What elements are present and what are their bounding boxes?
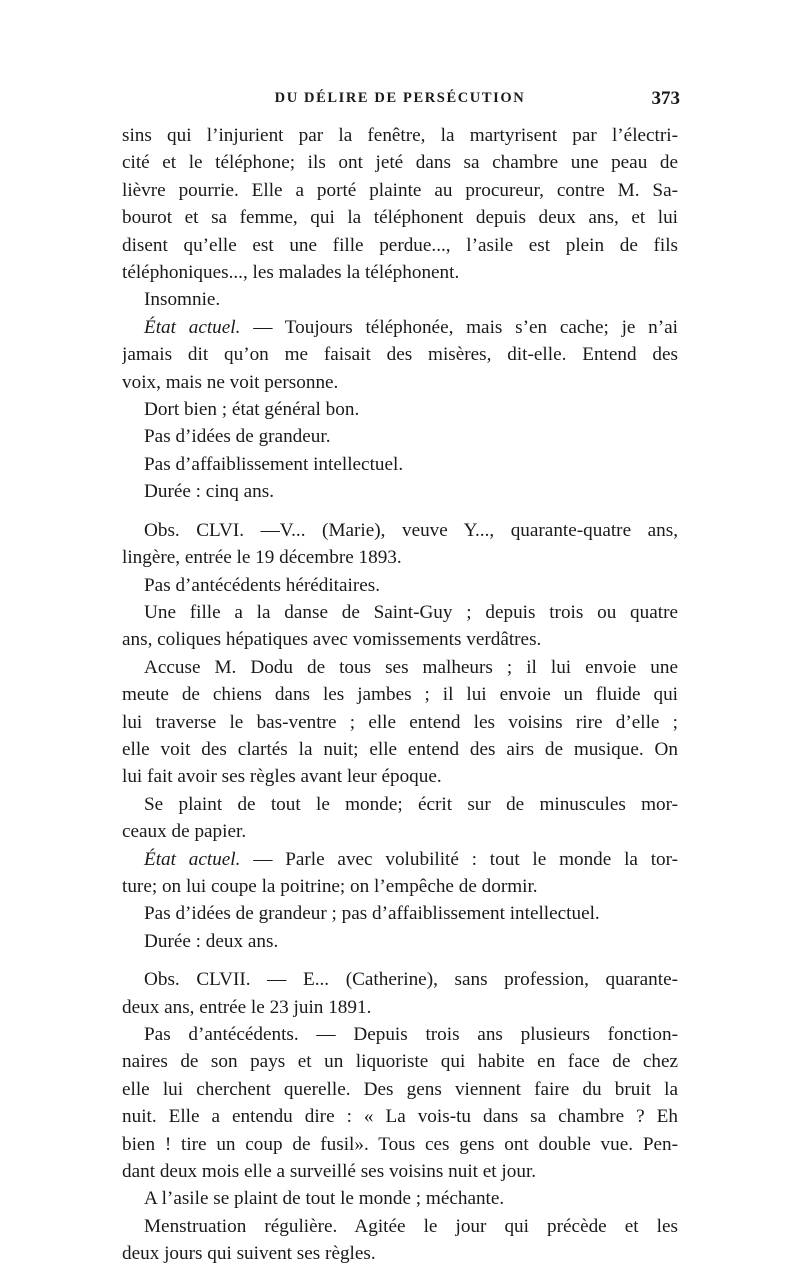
text-line: Insomnie. [144, 289, 221, 311]
text-line-rest: — Parle avec volubilité : tout le monde la tor- [253, 848, 678, 870]
observation-heading: Obs. CLVI. —V... (Marie), veuve Y..., quarante-quatre ans, [144, 519, 678, 541]
text-line: téléphoniques..., les malades la téléphonent. [122, 262, 460, 284]
text-line: ture; on lui coupe la poitrine; on l’empêche de dormir. [122, 875, 538, 897]
text-line: A l’asile se plaint de tout le monde ; méchante. [144, 1188, 505, 1210]
text-line: ceaux de papier. [122, 821, 247, 843]
text-line: Accuse M. Dodu de tous ses malheurs ; il lui envoie une [144, 656, 678, 678]
text-line: voix, mais ne voit personne. [122, 371, 339, 393]
text-line: Une fille a la danse de Saint-Guy ; depuis trois ou quatre [144, 601, 678, 623]
text-line: Pas d’antécédents. — Depuis trois ans plusieurs fonction- [144, 1024, 678, 1045]
text-line: naires de son pays et un liquoriste qui habite en face de chez [122, 1051, 678, 1073]
text-line: ans, coliques hépatiques avec vomissements verdâtres. [122, 629, 542, 651]
text-line [122, 314, 678, 341]
body-text [122, 122, 678, 1268]
text-line: bourot et sa femme, qui la téléphonent depuis deux ans, et lui [122, 207, 678, 229]
text-line: Pas d’idées de grandeur ; pas d’affaiblissement intellectuel. [144, 903, 600, 925]
etat-actuel-label: État actuel. [144, 316, 241, 338]
text-line: lui fait avoir ses règles avant leur époque. [122, 766, 442, 788]
text-line: Pas d’affaiblissement intellectuel. [144, 453, 404, 475]
text-line: Pas d’idées de grandeur. [144, 426, 331, 448]
observation-heading: Obs. CLVII. — E... (Catherine), sans profession, quarante- [144, 969, 678, 991]
text-line: Pas d’antécédents héréditaires. [144, 574, 381, 596]
text-line: bien ! tire un coup de fusil». Tous ces gens ont double vue. Pen- [122, 1133, 678, 1155]
running-header [120, 88, 680, 116]
text-line: deux ans, entrée le 23 juin 1891. [122, 996, 372, 1018]
text-line: Se plaint de tout le monde; écrit sur de minuscules mor- [144, 793, 678, 815]
text-line: jamais dit qu’on me faisait des misères, dit-elle. Entend des [122, 344, 678, 366]
text-line: dant deux mois elle a surveillé ses voisins nuit et jour. [122, 1161, 537, 1183]
text-line: Durée : deux ans. [144, 930, 279, 952]
text-line: disent qu’elle est une fille perdue..., l’asile est plein de fils [122, 234, 678, 256]
text-line-rest: — Toujours téléphonée, mais s’en cache; je n’ai [253, 316, 678, 338]
running-title: DU DÉLIRE DE PERSÉCUTION [274, 90, 526, 106]
text-line: elle voit des clartés la nuit; elle entend des airs de musique. On [122, 738, 678, 760]
text-line: deux jours qui suivent ses règles. [122, 1243, 376, 1265]
text-line: Dort bien ; état général bon. [144, 399, 360, 421]
etat-actuel-label: État actuel. [144, 848, 241, 870]
text-line: sins qui l’injurient par la fenêtre, la martyrisent par l’électri- [122, 125, 678, 146]
text-line: lingère, entrée le 19 décembre 1893. [122, 547, 402, 569]
text-line: lui traverse le bas-ventre ; elle entend les voisins rire d’elle ; [122, 711, 678, 733]
page-number: 373 [651, 88, 680, 109]
text-line: nuit. Elle a entendu dire : « La vois-tu dans sa chambre ? Eh [122, 1106, 678, 1128]
text-line: Durée : cinq ans. [144, 481, 275, 503]
text-line: lièvre pourrie. Elle a porté plainte au procureur, contre M. Sa- [122, 179, 678, 201]
text-line: cité et le téléphone; ils ont jeté dans sa chambre une peau de [122, 152, 678, 174]
text-line: Menstruation régulière. Agitée le jour qui précède et les [144, 1215, 678, 1237]
text-line: elle lui cherchent querelle. Des gens viennent faire du bruit la [122, 1078, 678, 1100]
text-line [122, 846, 678, 873]
text-line: meute de chiens dans les jambes ; il lui envoie un fluide qui [122, 684, 678, 706]
